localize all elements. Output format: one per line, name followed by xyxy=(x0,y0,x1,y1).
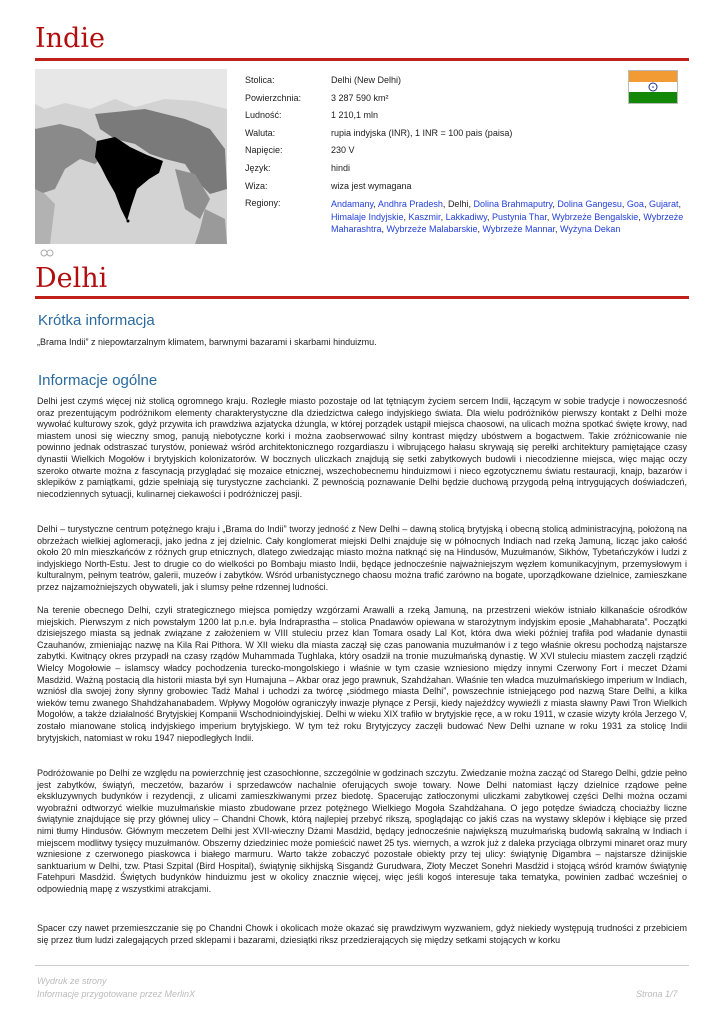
flag-stripe-white xyxy=(629,82,677,93)
city-title: Delhi xyxy=(35,263,108,294)
region-link[interactable]: Lakkadiwy xyxy=(445,211,487,222)
region-link[interactable]: Andhra Pradesh xyxy=(377,199,443,210)
general-info-heading: Informacje ogólne xyxy=(38,372,158,389)
footer-printed-from: Wydruk ze strony xyxy=(37,976,107,986)
paragraph: Spacer czy nawet przemieszczanie się po Chandni Chowk i okolicach może okazać się prawdziwym wyzwaniem, gdyż niekiedy występują trudności z przebiciem się przez tłum ludzi zalegających przed sklepami i bazarami, dziesiątki riksz przedzierających się między setkami stojących w korku xyxy=(37,923,687,945)
paragraph: Podróżowanie po Delhi ze względu na powierzchnię jest czasochłonne, szczególnie w godzinach szczytu. Zwiedzanie można zacząć od Starego Delhi, gdzie pełno jest zabytków, świątyń, meczetów, bazarów i sprzedawców nachalnie oferujących swoje towary. Nowe Delhi natomiast łączy dzielnice rządowe pełne ekskluzywnych budynków i rezydencji, z ulicami zamieszkiwanymi przez biedotę. Spacerując zatłoczonymi uliczkami zabytkowej części Delhi można oczami wyobraźni odtworzyć wielkie muzułmańskie miasto zbudowane przez potężnego Wielkiego Mogoła Szahdżahana. O jego potędze świadczą chociażby liczne świątynie znajdujące się przy głównej ulicy – Chandni Chowk, którą najlepiej przebyć rikszą, spoglądając co jakiś czas na wystawy sklepów i kłębiące się przed nimi tłumy Hindusów. Głównym meczetem Delhi jest XVII-wieczny Dżami Masdżid, będący jednocześnie największą muzułmańską budowlą sakralną w Indiach i miejscem modlitwy tysięcy muzułmanów. Obszerny dziedziniec może pomieścić nawet 25 tys. wiernych, a wzrok już z daleka przyciąga olbrzymi minaret oraz mury wzniesione z czerwonego piaskowca i białego marmuru. Warto także zobaczyć pozostałe obiekty przy tej ulicy: świątynię Digambra – najstarsze dżinijskie sanktuarium w Delhi, tzw. Ptasi Szpital (Bird Hospital), świątynię sikhijską Sisgandż Gurudwara, Złoty Meczet Sonehri Masdżid i stojącą wśród kramów świątynię Fatehpuri Masdżid. Świętych budynków hinduizmu jest w okolicy znacznie więcej, więc jeśli kogoś interesuje taka tematyka, powinien zadbać wcześniej o odpowiednią mapę z wszystkimi atrakcjami. xyxy=(37,768,687,894)
info-value: rupia indyjska (INR), 1 INR = 100 pais (paisa) xyxy=(331,127,513,138)
footer-page-number: Strona 1/7 xyxy=(636,989,678,999)
flag-stripe-saffron xyxy=(629,71,677,82)
info-row-area xyxy=(245,90,691,108)
paragraph: Delhi – turystyczne centrum potężnego kraju i „Brama do Indii” tworzy jedność z New Delhi – dawną stolicą brytyjską i obecną stolicą administracyjną, położoną na obrzeżach wielkiej aglomeracji, jako jedna z jej dzielnic. Cały konglomerat miejski Delhi znajduje się w północnych Indiach nad rzeką Jamuną, licząc jako całość około 20 mln mieszkańców z różnych grup etnicznych, dlatego zwiedzając miasto można natknąć się na Hindusów, Muzułmanów, Sikhów, Tybetańczyków i ludzi z indyjskiego North-Estu. Jest to drugie co do wielkości po Bombaju miasto Indii, będące jednocześnie najważniejszym węzłem komunikacyjnym, przemysłowym i kulturalnym, pełnym teatrów, galerii, muzeów i zabytków. Wśród urbanistycznego chaosu można trafić zarówno na bogate, uporządkowane dzielnice, zamieszkane przez najzamożniejszych obywateli, jak i slumsy pełne rdzennej ludności. xyxy=(37,524,687,592)
info-row-voltage xyxy=(245,142,691,160)
ashoka-chakra-icon xyxy=(648,82,658,92)
info-label: Stolica: xyxy=(245,75,275,85)
info-value: Delhi (New Delhi) xyxy=(331,75,402,85)
region-link[interactable]: Gujarat xyxy=(648,199,679,210)
info-label: Powierzchnia: xyxy=(245,92,302,103)
title-rule xyxy=(35,58,689,61)
footer-credits: Informacje przygotowane przez MerlinX xyxy=(37,989,196,999)
info-label: Wiza: xyxy=(245,180,268,191)
region-link[interactable]: Wybrzeże Mannar xyxy=(482,224,555,235)
info-label: Regiony: xyxy=(245,198,281,209)
india-flag xyxy=(628,70,678,104)
info-row-capital xyxy=(245,72,691,90)
info-value: 230 V xyxy=(331,145,355,156)
region-link[interactable]: Dolina Gangesu xyxy=(557,199,622,210)
info-row-regions xyxy=(245,195,691,236)
region-link[interactable]: Andamany xyxy=(331,199,374,210)
short-info-heading: Krótka informacja xyxy=(38,312,155,329)
region-link[interactable]: Wybrzeże Maharashtra xyxy=(331,211,684,235)
info-label: Waluta: xyxy=(245,127,276,138)
region-link[interactable]: Pustynia Thar xyxy=(491,211,547,222)
region-link[interactable]: Goa xyxy=(626,199,644,210)
region-link[interactable]: Wybrzeże Malabarskie xyxy=(386,224,478,235)
region-link[interactable]: Wybrzeże Bengalskie xyxy=(551,211,639,222)
regions-list: Andamany, Andhra Pradesh, Delhi, Dolina Brahmaputry, Dolina Gangesu, Goa, Gujarat, Himalaje Indyjskie, Kaszmir, Lakkadiwy, Pustynia Thar, Wybrzeże Bengalskie, Wybrzeże Maharashtra, Wybrzeże Malabarskie, Wybrzeże Mannar, Wyżyna Dekan xyxy=(331,199,684,235)
flag-stripe-green xyxy=(629,92,677,103)
info-row-visa xyxy=(245,178,691,196)
info-value: wiza jest wymagana xyxy=(331,180,412,191)
info-label: Napięcie: xyxy=(245,145,283,156)
country-info-table xyxy=(245,72,691,236)
info-value: 1 210,1 mln xyxy=(331,110,379,121)
footer-divider xyxy=(35,965,689,966)
info-label: Język: xyxy=(245,162,271,173)
info-row-currency xyxy=(245,125,691,143)
india-location-map xyxy=(35,69,227,244)
info-label: Ludność: xyxy=(245,110,282,121)
info-row-language xyxy=(245,160,691,178)
paragraph: Delhi jest czymś więcej niż stolicą ogromnego kraju. Rozległe miasto pozostaje od lat tętniącym życiem sercem Indii, łączącym w sobie tradycje i nowoczesność oraz prezentującym podróżnikom elementy charakterystyczne dla dziedzictwa całego indyjskiego świata. Dla wielu podróżników pierwszy kontakt z Delhi może wywołać kulturowy szok, gdyż przywita ich prawdziwa azjatycka dżungla, w której porządek ustąpił miejsca chaosowi, na ulicach można spotkać święte krowy, nad miastem unosi się wieczny smog, panują niebotyczne korki i można zaobserwować silny kontrast między ubóstwem a bogactwem. Takie zróżnicowanie nie powinno jednak odstraszać turystów, ponieważ wśród architektonicznego rozgardiaszu i wibrującego hałasu skrywają się perełki architektury pamiętające czasy dynastii Wielkich Mogołów i brytyjskich kolonizatorów. W bocznych uliczkach znajdują się setki zabytkowych budowli i niecodzienne miejsca, więc mając oczy szeroko otwarte można z fascynacją przyglądać się mozaice etnicznej, wszechobecnemu hinduizmowi i nieco egzotycznemu światu restauracji, knajp, bazarów i sklepików z pamiątkami, gdzie spełniają się turystyczne zachcianki. Z pewnością poznawanie Delhi będzie duchową przygodą pełną intrygujących doświadczeń, niecodziennych sytuacji, kulinarnej ciekawości i podróżniczej pasji. xyxy=(37,396,687,499)
info-row-population xyxy=(245,107,691,125)
paragraph: Na terenie obecnego Delhi, czyli strategicznego miejsca pomiędzy wzgórzami Arawalli a rzeką Jamuną, na przestrzeni wieków istniało kilkanaście ośrodków miejskich. Pierwszym z nich powstałym 1200 lat p.n.e. była Indraprastha – stolica Pnadawów opiewana w starożytnym indyjskim eposie „Mahabharata”. Początki dzisiejszego miasta są jednak związane z założeniem w VIII stuleciu przez klan Tomara osady Lal Kot, która dwa wieki później trafiła pod władanie dynastii Czauhanów, zmieniając nazwę na Kila Rai Pithora. W XII wieku dla miasta zaczął się czas panowania muzułmanów i z tego właśnie okresu pochodzą najstarsze zabytki. Kwitnący okres przypadł na czasy rządów Muhammada Tughlaka, który osadził na tronie muzułmańską dynastię. W XVI stuleciu miastem zaczęli rządzić Wielcy Mogołowie – islamscy władcy pochodzenia turecko-mongolskiego i właśnie w tym czasie wzniesiono między innymi Czerwony Fort i meczet Dżami Masdżid. Ważną postacią dla historii miasta był syn Humajuna – Akbar oraz jego prawnuk, Szahdżahan. Właśnie ten władca muzułmańskiego imperium w Indiach, wzniósł dla swojej żony słynny grobowiec Tadż Mahal i uchodzi za twórcę „siódmego miasta Delhi”, powszechnie istniejącego pod nazwą Stare Delhi, a kilka wieków temu zwanego Shahdżahanabadem. Wpływy Mogołów ograniczyły inwazje płynące z Persji, kiedy najeźdźcy wywieźli z miasta sławny Pawi Tron Wielkich Mogołów, a także działalność Brytyjskiej Kompanii Wschodnioindyjskiej. Delhi w wieku XIX trafiło w brytyjskie ręce, a w roku 1911, w czasie wizyty króla Jerzego V, zostało mianowane stolicą indyjskiego imperium brytyjskiego. W tym też roku Brytyjczycy zaczęli budować New Delhi uznane w roku 1931 za stolicę Indii brytyjskich, natomiast w roku 1947 niepodległych Indii. xyxy=(37,605,687,743)
gallery-icon xyxy=(40,248,54,258)
short-info-text: „Brama Indii” z niepowtarzalnym klimatem, barwnymi bazarami i skarbami hinduizmu. xyxy=(37,337,377,347)
info-value: 3 287 590 km² xyxy=(331,92,389,103)
info-value: hindi xyxy=(331,162,351,173)
city-rule xyxy=(35,296,689,299)
region-link[interactable]: Kaszmir xyxy=(408,211,441,222)
region-link: Delhi xyxy=(447,199,469,210)
region-link[interactable]: Wyżyna Dekan xyxy=(559,224,621,235)
region-link[interactable]: Himalaje Indyjskie xyxy=(331,211,404,222)
region-link[interactable]: Dolina Brahmaputry xyxy=(473,199,553,210)
country-title: Indie xyxy=(35,23,105,54)
